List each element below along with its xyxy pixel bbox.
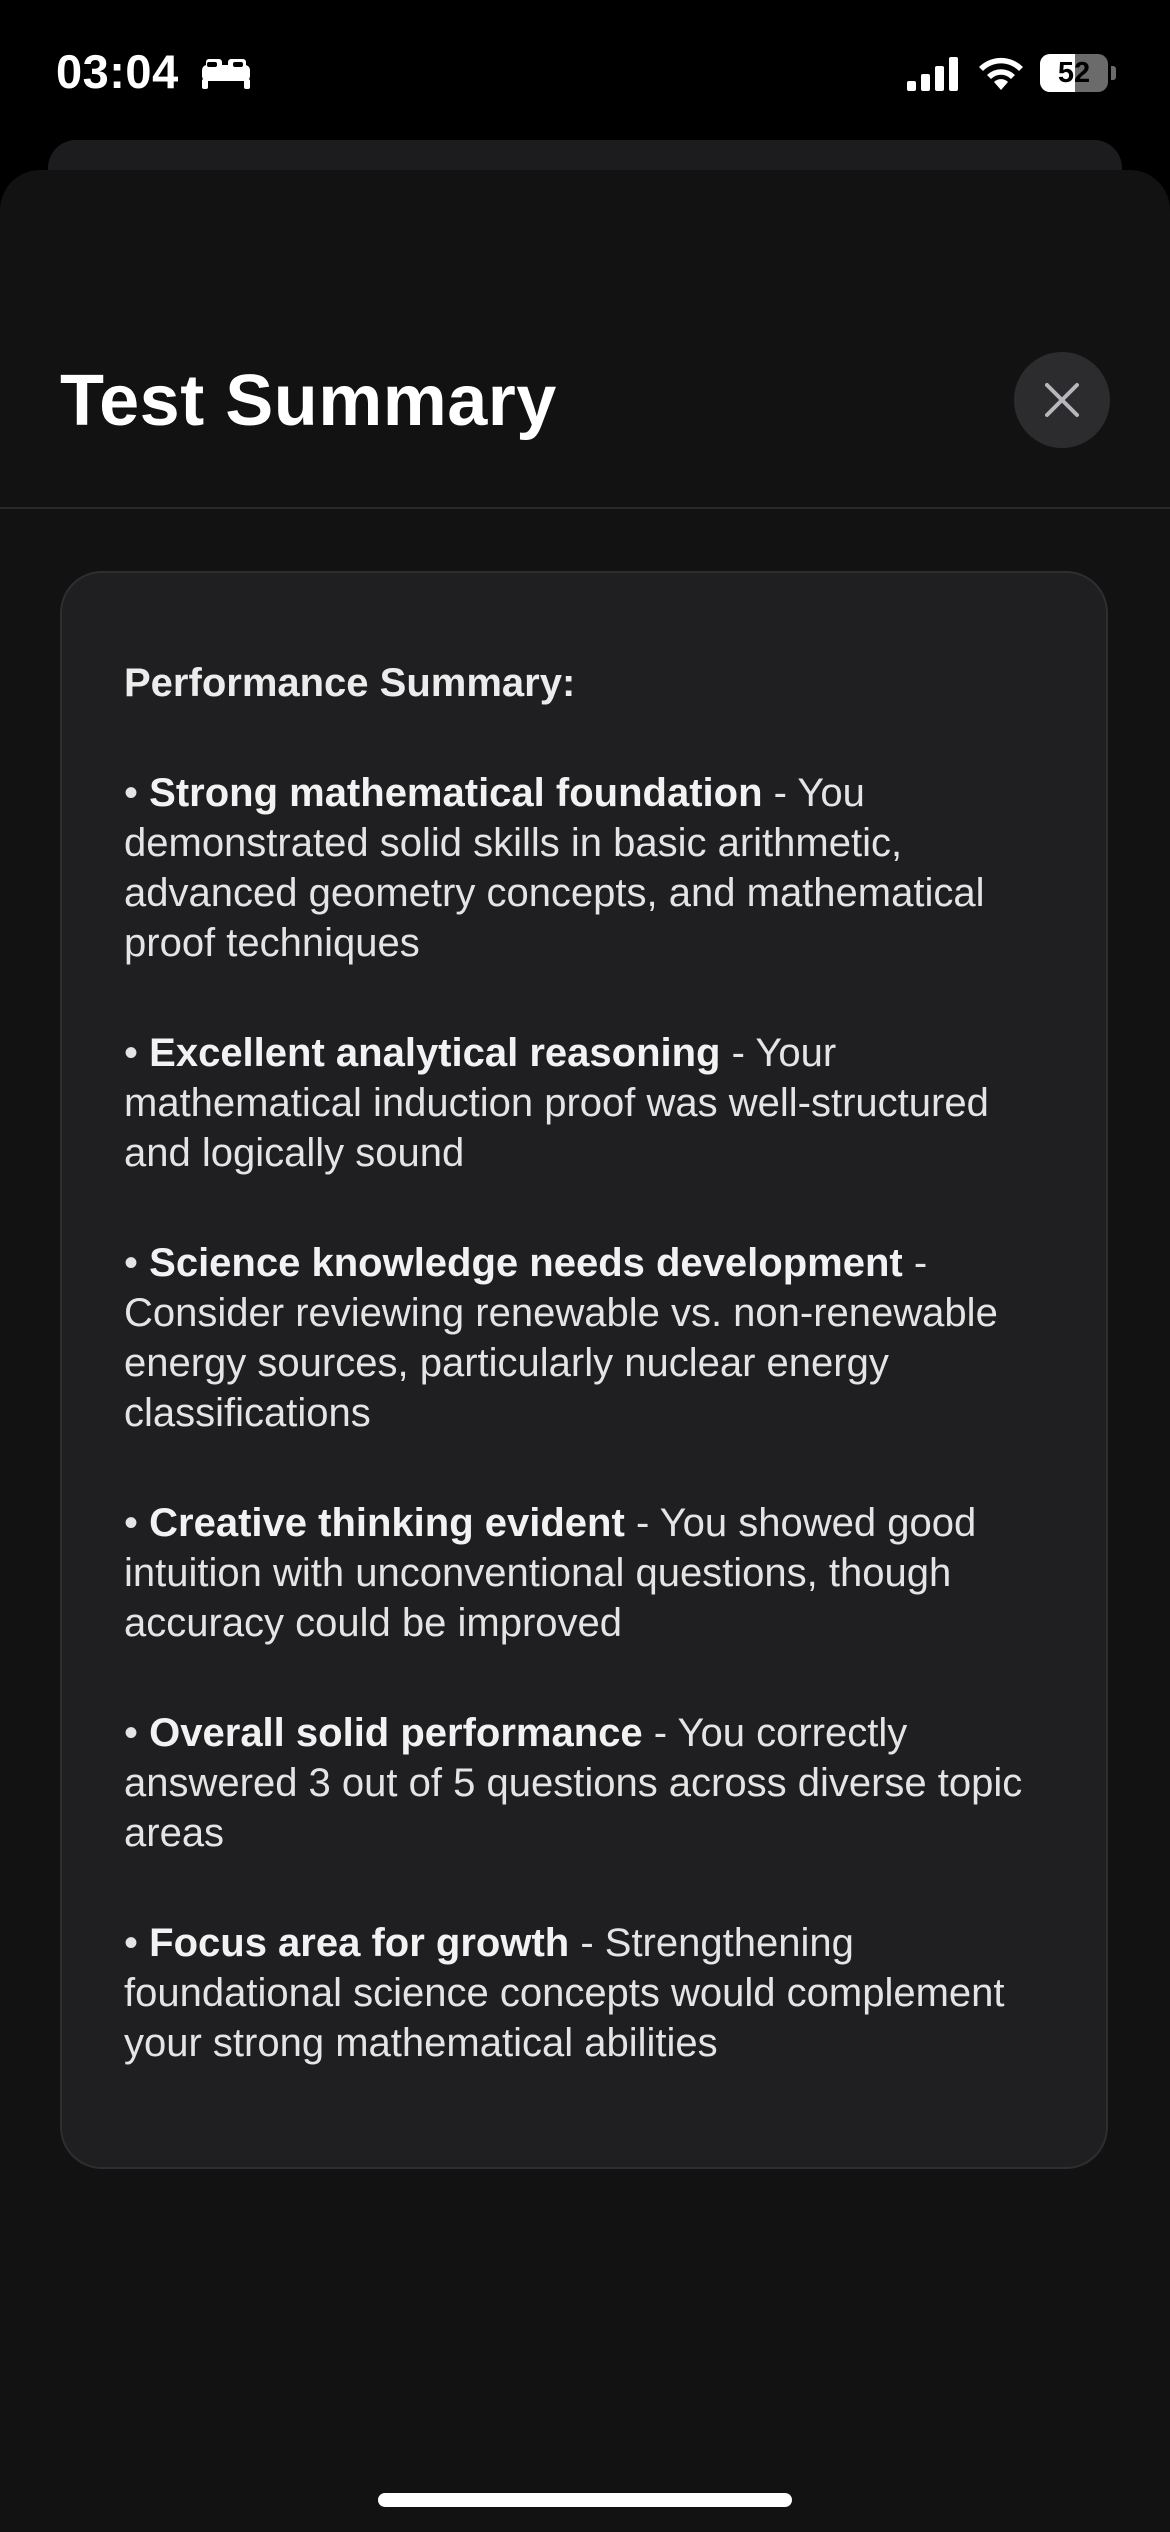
test-summary-sheet (0, 170, 1170, 2532)
battery-level: 52 (1057, 57, 1091, 89)
summary-item-title: Creative thinking evident (149, 1501, 625, 1545)
battery-body (1040, 54, 1108, 92)
battery-icon (1040, 54, 1116, 92)
summary-item (124, 1498, 1046, 1648)
status-time: 03:04 (56, 45, 179, 98)
signal-icon (905, 55, 961, 93)
summary-item (124, 1238, 1046, 1438)
summary-item-title: Focus area for growth (149, 1921, 570, 1965)
summary-item (124, 1918, 1046, 2068)
wifi-icon (975, 52, 1027, 94)
summary-card (60, 571, 1108, 2169)
header-divider (0, 507, 1170, 509)
close-icon (1043, 381, 1081, 419)
summary-item-text: - Consider reviewing renewable vs. non-renewable energy sources, particularly nuclear energy classifications (124, 1241, 998, 1435)
summary-item-text: - Strengthening foundational science concepts would complement your strong mathematical abilities (124, 1921, 1005, 2065)
summary-item-title: Excellent analytical reasoning (149, 1031, 721, 1075)
bullet-dot: • (124, 1241, 139, 1285)
summary-item-title: Strong mathematical foundation (149, 771, 763, 815)
summary-item-text: - Your mathematical induction proof was well-structured and logically sound (124, 1031, 989, 1175)
bed-icon (200, 55, 252, 93)
bullet-dot: • (124, 771, 139, 815)
summary-item (124, 768, 1046, 968)
summary-item-text: - You demonstrated solid skills in basic arithmetic, advanced geometry concepts, and mathematical proof techniques (124, 771, 985, 965)
battery-cap (1111, 66, 1116, 80)
bullet-dot: • (124, 1031, 139, 1075)
summary-item (124, 1028, 1046, 1178)
summary-item-text: - You correctly answered 3 out of 5 questions across diverse topic areas (124, 1711, 1023, 1855)
home-indicator[interactable] (378, 2493, 792, 2507)
summary-item-title: Overall solid performance (149, 1711, 643, 1755)
summary-heading: Performance Summary: (124, 661, 576, 705)
summary-item (124, 1708, 1046, 1858)
summary-item-text: - You showed good intuition with unconventional questions, though accuracy could be improved (124, 1501, 977, 1645)
close-button[interactable] (1014, 352, 1110, 448)
bullet-dot: • (124, 1711, 139, 1755)
summary-item-title: Science knowledge needs development (149, 1241, 903, 1285)
status-bar (0, 0, 1170, 150)
sheet-title: Test Summary (60, 361, 557, 441)
bullet-dot: • (124, 1921, 139, 1965)
bullet-dot: • (124, 1501, 139, 1545)
